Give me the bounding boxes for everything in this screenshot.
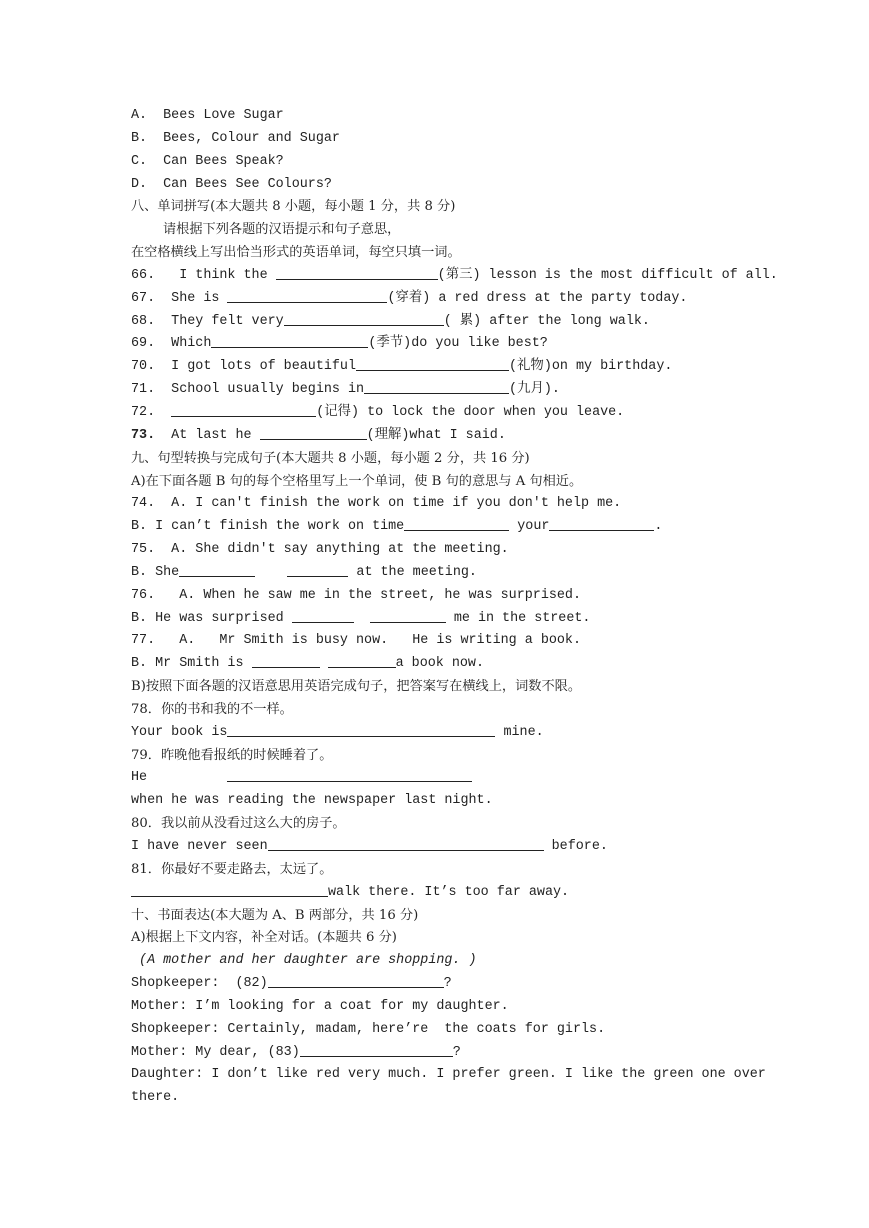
question-69: 69. Which (季节)do you like best? xyxy=(131,333,751,356)
question-66: 66. I think the (第三) lesson is the most difficult of all. xyxy=(131,265,751,288)
dialogue-context: (A mother and her daughter are shopping. ) xyxy=(131,953,477,969)
section-8-title: 八、单词拼写(本大题共 8 小题，每小题 1 分，共 8 分) xyxy=(131,199,456,215)
section-10-title: 十、书面表达(本大题为 A、B 两部分，共 16 分) xyxy=(131,907,419,923)
question-77-a: 77. A. Mr Smith is busy now. He is writing a book. xyxy=(131,633,581,649)
option-b: B. Bees, Colour and Sugar xyxy=(131,130,340,146)
question-73: 73. At last he (理解)what I said. xyxy=(131,425,751,448)
answer-blank[interactable] xyxy=(252,653,320,668)
section-10-part-a: A)根据上下文内容，补全对话。(本题共 6 分) xyxy=(131,930,397,946)
answer-blank[interactable] xyxy=(370,608,446,623)
answer-blank[interactable] xyxy=(287,562,348,577)
dialogue-line-shopkeeper-2: Shopkeeper: Certainly, madam, here’re the coats for girls. xyxy=(131,1021,606,1037)
question-80-sentence: I have never seen before. xyxy=(131,836,751,859)
question-75-b: B. She at the meeting. xyxy=(131,562,751,585)
answer-blank[interactable] xyxy=(328,653,396,668)
answer-blank[interactable] xyxy=(131,882,328,897)
question-70: 70. I got lots of beautiful (礼物)on my birthday. xyxy=(131,356,751,379)
answer-blank[interactable] xyxy=(179,562,255,577)
answer-blank[interactable] xyxy=(268,973,444,988)
answer-blank[interactable] xyxy=(227,767,472,782)
question-79-prompt: 79．昨晚他看报纸的时候睡着了。 xyxy=(131,747,333,763)
section-9-title: 九、句型转换与完成句子(本大题共 8 小题，每小题 2 分，共 16 分) xyxy=(131,450,530,466)
answer-blank[interactable] xyxy=(260,425,367,440)
question-80-prompt: 80．我以前从没看过这么大的房子。 xyxy=(131,816,346,832)
answer-blank[interactable] xyxy=(268,836,544,851)
answer-blank[interactable] xyxy=(364,379,509,394)
answer-blank[interactable] xyxy=(356,356,509,371)
question-74-b: B. I can’t finish the work on time your . xyxy=(131,516,751,539)
question-78-prompt: 78．你的书和我的不一样。 xyxy=(131,701,293,717)
dialogue-line-83: Mother: My dear, (83) ? xyxy=(131,1042,751,1065)
question-68: 68. They felt very ( 累) after the long walk. xyxy=(131,311,751,334)
dialogue-line-82: Shopkeeper: (82) ? xyxy=(131,973,751,996)
answer-blank[interactable] xyxy=(171,402,316,417)
question-78-sentence: Your book is mine. xyxy=(131,722,751,745)
question-76-b: B. He was surprised me in the street. xyxy=(131,608,751,631)
question-79-sentence-end: when he was reading the newspaper last night. xyxy=(131,793,493,809)
option-c: C. Can Bees Speak? xyxy=(131,153,284,169)
section-8-instruction-1: 请根据下列各题的汉语提示和句子意思， xyxy=(163,222,401,238)
question-75-a: 75. A. She didn't say anything at the meeting. xyxy=(131,542,509,558)
answer-blank[interactable] xyxy=(211,333,368,348)
dialogue-line-mother-1: Mother: I’m looking for a coat for my daughter. xyxy=(131,998,509,1014)
question-76-a: 76. A. When he saw me in the street, he was surprised. xyxy=(131,587,581,603)
section-9-part-b: B)按照下面各题的汉语意思用英语完成句子，把答案写在横线上，词数不限。 xyxy=(131,679,582,695)
question-77-b: B. Mr Smith is a book now. xyxy=(131,653,751,676)
question-74-a: 74. A. I can't finish the work on time if you don't help me. xyxy=(131,496,622,512)
dialogue-line-daughter-1: Daughter: I don’t like red very much. I prefer green. I like the green one over xyxy=(131,1067,766,1083)
question-81-prompt: 81．你最好不要走路去，太远了。 xyxy=(131,861,333,877)
question-72: 72. (记得) to lock the door when you leave. xyxy=(131,402,751,425)
option-d: D. Can Bees See Colours? xyxy=(131,176,332,192)
answer-blank[interactable] xyxy=(300,1042,453,1057)
answer-blank[interactable] xyxy=(227,288,387,303)
question-79-sentence: He xyxy=(131,767,751,790)
answer-blank[interactable] xyxy=(549,516,654,531)
question-71: 71. School usually begins in (九月). xyxy=(131,379,751,402)
dialogue-line-daughter-1-cont: there. xyxy=(131,1090,180,1106)
answer-blank[interactable] xyxy=(284,311,444,326)
question-81-sentence: walk there. It’s too far away. xyxy=(131,882,751,905)
document-page xyxy=(131,105,778,1110)
answer-blank[interactable] xyxy=(292,608,354,623)
answer-blank[interactable] xyxy=(404,516,509,531)
option-a: A. Bees Love Sugar xyxy=(131,108,284,123)
answer-blank[interactable] xyxy=(276,265,438,280)
answer-blank[interactable] xyxy=(227,722,495,737)
section-9-part-a: A)在下面各题 B 句的每个空格里写上一个单词，使 B 句的意思与 A 句相近。 xyxy=(131,473,583,489)
question-67: 67. She is (穿着) a red dress at the party today. xyxy=(131,288,751,311)
section-8-instruction-2: 在空格横线上写出恰当形式的英语单词，每空只填一词。 xyxy=(131,245,461,261)
